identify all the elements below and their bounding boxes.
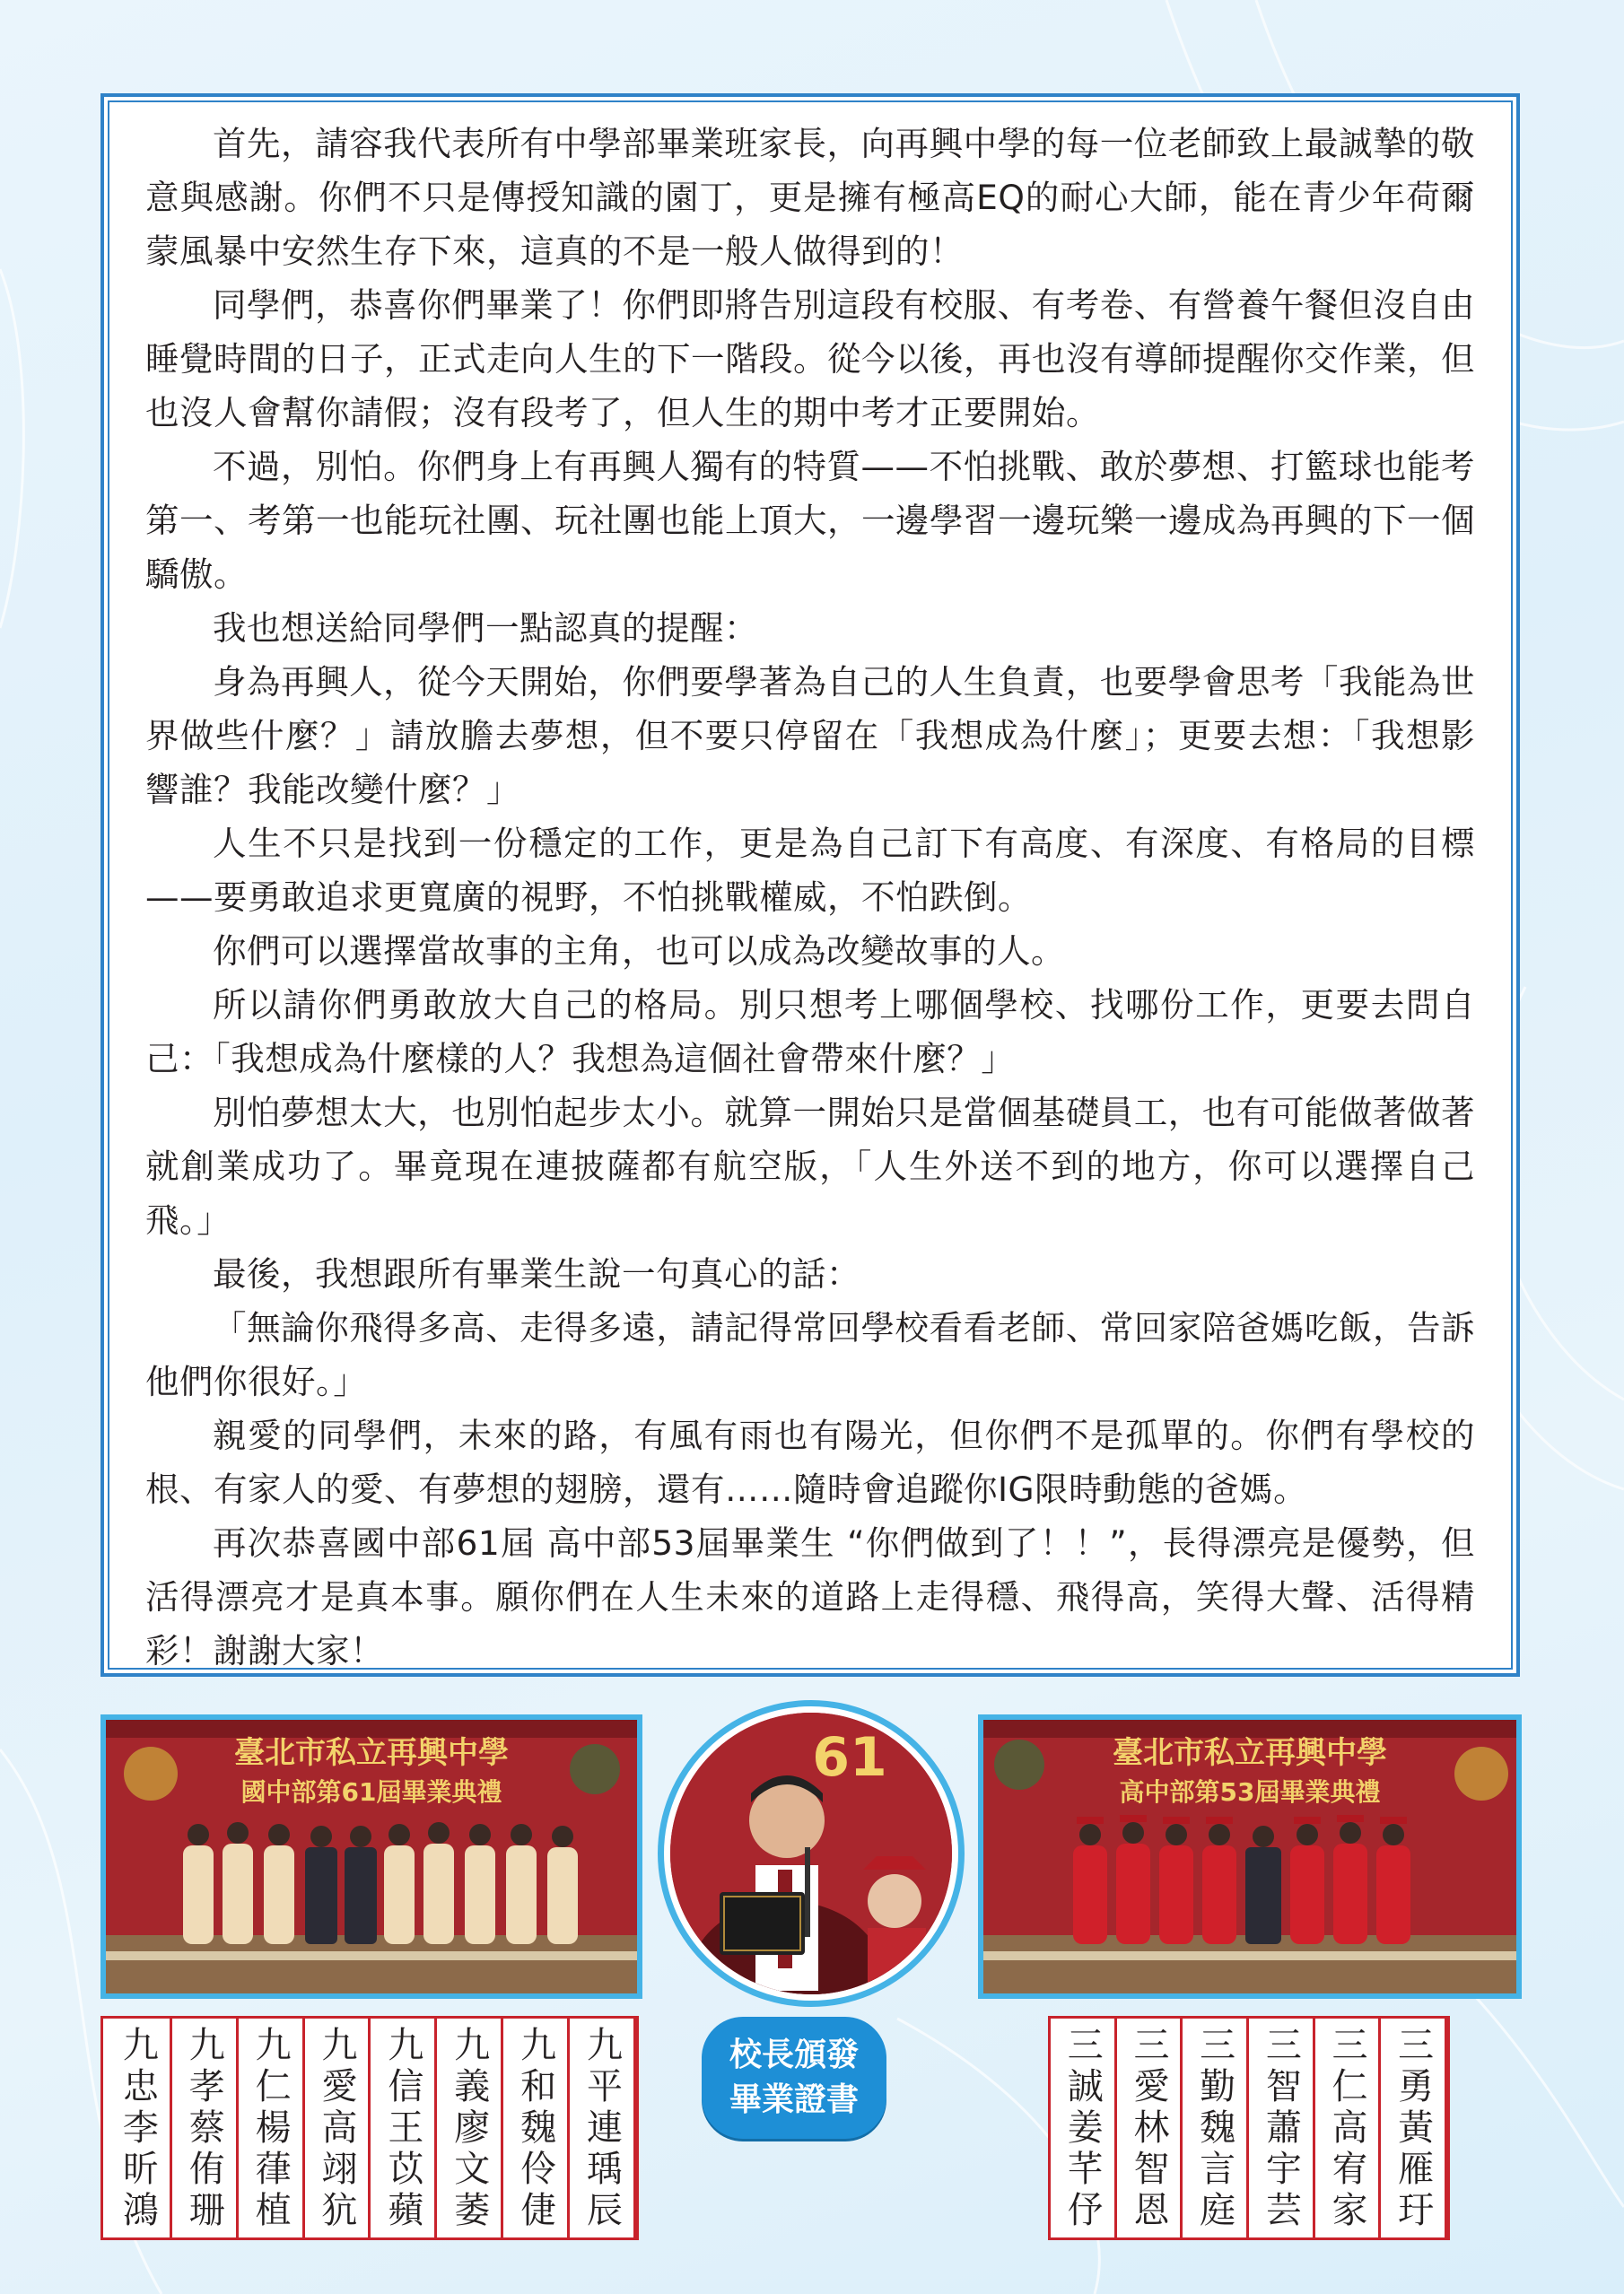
name-cell bbox=[1051, 2019, 1117, 2237]
left-photo-banner-event: 國中部第61屆畢業典禮 bbox=[240, 1777, 502, 1807]
student-name: 三勇黃雁玗 bbox=[1392, 2026, 1434, 2232]
name-cell bbox=[1381, 2019, 1447, 2237]
name-cell bbox=[239, 2019, 305, 2237]
student-name: 九和魏伶倢 bbox=[514, 2026, 556, 2232]
student-name: 九仁楊葎植 bbox=[249, 2026, 292, 2232]
letter-paragraph: 親愛的同學們，未來的路，有風有雨也有陽光，但你們不是孤單的。你們有學校的根、有家人的愛、有夢想的翅膀，還有……隨時會追蹤你IG限時動態的爸媽。 bbox=[145, 1416, 1475, 1509]
letter-paragraph: 所以請你們勇敢放大自己的格局。別只想考上哪個學校、找哪份工作，更要去問自己：「我想成為什麼樣的人？我想為這個社會帶來什麼？」 bbox=[145, 985, 1475, 1078]
right-photo-banner-school: 臺北市私立再興中學 bbox=[1113, 1735, 1387, 1771]
award-badge-line1: 校長頒發 bbox=[729, 2037, 859, 2073]
name-cell bbox=[371, 2019, 437, 2237]
student-name: 九義廖文萎 bbox=[448, 2026, 490, 2232]
letter-paragraph: 你們可以選擇當故事的主角，也可以成為改變故事的人。 bbox=[213, 931, 1065, 971]
student-name: 九愛高翊犺 bbox=[315, 2026, 357, 2232]
award-badge-line2: 畢業證書 bbox=[729, 2081, 859, 2118]
middle-school-graduates-photo bbox=[100, 1714, 642, 1999]
student-name: 九忠李昕鴻 bbox=[117, 2026, 159, 2232]
name-cell bbox=[570, 2019, 636, 2237]
letter-paragraph: 同學們，恭喜你們畢業了！你們即將告別這段有校服、有考卷、有營養午餐但沒自由睡覺時間的日子，正式走向人生的下一階段。從今以後，再也沒有導師提醒你交作業，但也沒人會幫你請假；沒有段考了，但人生的期中考才正要開始。 bbox=[145, 285, 1475, 432]
letter-paragraph: 人生不只是找到一份穩定的工作，更是為自己訂下有高度、有深度、有格局的目標——要勇敢追求更寬廣的視野，不怕挑戰權威，不怕跌倒。 bbox=[145, 824, 1475, 917]
name-cell bbox=[1183, 2019, 1249, 2237]
letter-paragraph: 身為再興人，從今天開始，你們要學著為自己的人生負責，也要學會思考「我能為世界做些什麼？」請放膽去夢想，但不要只停留在「我想成為什麼」；更要去想：「我想影響誰？我能改變什麼？」 bbox=[145, 662, 1475, 809]
student-name: 三勤魏言庭 bbox=[1193, 2026, 1235, 2232]
right-photo-banner-event: 高中部第53屆畢業典禮 bbox=[1119, 1777, 1381, 1807]
name-cell bbox=[1315, 2019, 1382, 2237]
student-name: 九信王苡蘋 bbox=[381, 2026, 423, 2232]
letter-paragraph: 我也想送給同學們一點認真的提醒： bbox=[213, 608, 758, 648]
circle-photo-banner: 61 bbox=[812, 1726, 887, 1789]
letter-paragraph: 別怕夢想太大，也別怕起步太小。就算一開始只是當個基礎員工，也有可能做著做著就創業成功了。畢竟現在連披薩都有航空版，「人生外送不到的地方，你可以選擇自己飛。」 bbox=[145, 1093, 1475, 1240]
student-name: 三智蕭宇芸 bbox=[1260, 2026, 1302, 2232]
high-school-names-table bbox=[1048, 2016, 1450, 2240]
name-cell bbox=[437, 2019, 503, 2237]
student-name: 三愛林智恩 bbox=[1127, 2026, 1169, 2232]
name-cell bbox=[1117, 2019, 1183, 2237]
middle-school-names-table bbox=[100, 2016, 639, 2240]
certificate-award-badge bbox=[702, 2017, 886, 2139]
name-cell bbox=[1249, 2019, 1315, 2237]
name-cell bbox=[305, 2019, 371, 2237]
letter-paragraph: 首先，請容我代表所有中學部畢業班家長，向再興中學的每一位老師致上最誠摯的敬意與感謝。你們不只是傳授知識的園丁，更是擁有極高EQ的耐心大師，能在青少年荷爾蒙風暴中安然生存下來，這真的不是一般人做得到的！ bbox=[145, 124, 1475, 271]
name-cell bbox=[503, 2019, 570, 2237]
student-name: 三仁高宥家 bbox=[1325, 2026, 1367, 2232]
letter-paragraph: 不過，別怕。你們身上有再興人獨有的特質——不怕挑戰、敢於夢想、打籃球也能考第一、考第一也能玩社團、玩社團也能上頂大，一邊學習一邊玩樂一邊成為再興的下一個驕傲。 bbox=[145, 447, 1475, 594]
letter-paragraph: 「無論你飛得多高、走得多遠，請記得常回學校看看老師、常回家陪爸媽吃飯，告訴他們你很好。」 bbox=[145, 1308, 1475, 1401]
principal-speech-photo bbox=[664, 1706, 958, 2001]
left-photo-banner-school: 臺北市私立再興中學 bbox=[234, 1735, 509, 1771]
name-cell bbox=[106, 2019, 172, 2237]
name-cell bbox=[172, 2019, 239, 2237]
letter-paragraph: 再次恭喜國中部61屆 高中部53屆畢業生 “你們做到了！！”，長得漂亮是優勢，但活得漂亮才是真本事。願你們在人生未來的道路上走得穩、飛得高，笑得大聲、活得精彩！謝謝大家！ bbox=[145, 1523, 1475, 1670]
student-name: 九孝蔡侑珊 bbox=[183, 2026, 225, 2232]
letter-text-box bbox=[100, 93, 1520, 1677]
high-school-graduates-photo bbox=[978, 1714, 1522, 1999]
letter-paragraph: 最後，我想跟所有畢業生說一句真心的話： bbox=[213, 1254, 860, 1294]
student-name: 三誠姜芊伃 bbox=[1061, 2026, 1104, 2232]
student-name: 九平連瑀辰 bbox=[581, 2026, 623, 2232]
